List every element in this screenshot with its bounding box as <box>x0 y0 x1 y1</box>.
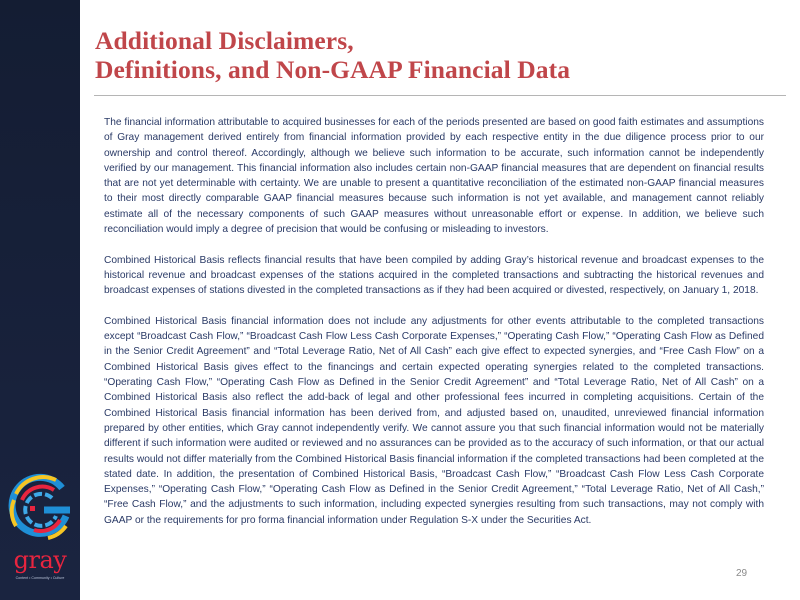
title-line-2: Definitions, and Non-GAAP Financial Data <box>95 55 571 84</box>
page-number: 29 <box>736 568 748 579</box>
page-title <box>95 26 570 84</box>
title-line-1: Additional Disclaimers, <box>95 26 354 55</box>
logo-wordmark: gray <box>13 546 67 574</box>
title-divider <box>94 95 786 96</box>
gray-logo <box>4 470 76 580</box>
paragraph-non-gaap-adjustments: Combined Historical Basis financial information does not include any adjustments for other events attributable to the completed transactions except “Broadcast Cash Flow,” “Broadcast Cash Flow Less Cash Corporate Expenses,” “Operating Cash Flow,” “Operating Cash Flow as Defined in the Senior Credit Agreement” and “Total Leverage Ratio, Net of All Cash” each give effect to expected synergies, and “Free Cash Flow” on a Combined Historical Basis gives effect to the financings and certain expected operating synergies related to the completed transactions. “Operating Cash Flow,” “Operating Cash Flow as Defined in the Senior Credit Agreement” and “Total Leverage Ratio, Net of All Cash” on a Combined Historical Basis also reflect the add-back of legal and other professional fees incurred in completing acquisitions. Certain of the Combined Historical Basis financial information has been derived from, and adjusted based on, unaudited, unreviewed financial information prepared by other entities, which Gray cannot independently verify. We cannot assure you that such financial information would not be materially different if such information were audited or reviewed and no assurances can be provided as to the accuracy of such information, or that our actual results would not differ materially from the Combined Historical Basis financial information if the completed transactions had been completed at the stated date. In addition, the presentation of Combined Historical Basis, “Broadcast Cash Flow,” “Broadcast Cash Flow Less Cash Corporate Expenses,” “Operating Cash Flow,” “Operating Cash Flow as Defined in the Senior Credit Agreement,” “Total Leverage Ratio, Net of All Cash,” “Free Cash Flow,” and the adjustments to such information, including expected synergies resulting from such transactions, may not comply with GAAP or the requirements for pro forma financial information under Regulation S-X under the Securities Act. <box>104 315 764 526</box>
gray-g-logo-icon <box>4 470 76 548</box>
disclaimer-body <box>104 115 764 543</box>
paragraph-combined-historical-basis: Combined Historical Basis reflects financial results that have been compiled by adding Gray’s historical revenue and broadcast expenses to the historical revenue and broadcast expenses of the stations acquired in the completed transactions and subtracting the historical revenues and broadcast expenses of stations divested in the completed transactions as if they had been acquired or divested, respectively, on January 1, 2018. <box>104 254 764 297</box>
paragraph-good-faith-estimates: The financial information attributable to acquired businesses for each of the periods presented are based on good faith estimates and assumptions of Gray management derived entirely from financial information provided by each respective entity in the due diligence process prior to our ownership and control thereof. Accordingly, although we believe such information to be accurate, such information cannot be independently verified by our management. This financial information also includes certain non-GAAP financial measures that are dependent on financial results that are not yet determinable with certainty. We are unable to present a quantitative reconciliation of the estimated non-GAAP financial measures to their most directly comparable GAAP financial measures because such information is not yet available, and management cannot reliably estimate all of the necessary components of such GAAP measures without unreasonable effort or expense. In addition, we believe such reconciliation would imply a degree of precision that would be confusing or misleading to investors. <box>104 117 764 236</box>
logo-tagline: Content • Community • Culture <box>15 576 65 580</box>
sidebar-band <box>0 0 80 600</box>
